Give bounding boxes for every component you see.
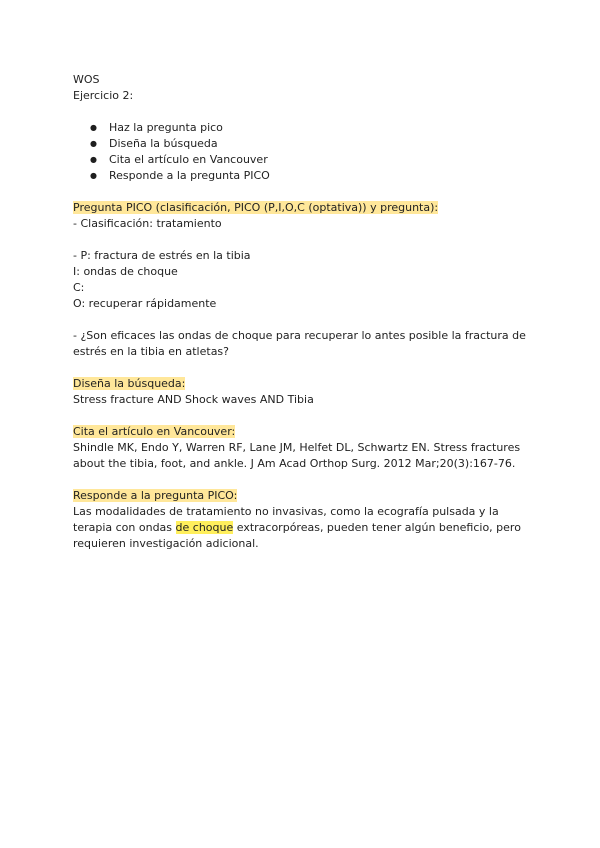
task-item-search: ● Diseña la búsqueda [73, 136, 533, 152]
task-item-pico: ● Haz la pregunta pico [73, 120, 533, 136]
spacer [73, 232, 533, 248]
pico-p: - P: fractura de estrés en la tibia [73, 249, 251, 262]
doc-title: WOS [73, 73, 100, 86]
answer-heading: Responde a la pregunta PICO: [73, 489, 238, 502]
spacer [73, 104, 533, 120]
spacer [73, 184, 533, 200]
document-body [73, 72, 533, 552]
citation-text: Shindle MK, Endo Y, Warren RF, Lane JM, Helfet DL, Schwartz EN. Stress fractures about the tibia, foot, and ankle. J Am Acad Orthop Surg. 2012 Mar;20(3):167-76. [73, 441, 524, 470]
spacer [73, 472, 533, 488]
answer-text-start: Las modalidades de tratamiento no invasivas, como la ecografía pulsada y la terapia con ondas [73, 505, 503, 534]
task-item-cite: ● Cita el artículo en Vancouver [73, 152, 533, 168]
pico-c: C: [73, 281, 85, 294]
answer-text [73, 504, 528, 552]
pico-heading: Pregunta PICO (clasificación, PICO (P,I,O,C (optativa)) y pregunta): [73, 201, 439, 214]
pico-i: I: ondas de choque [73, 265, 178, 278]
pico-o: O: recuperar rápidamente [73, 297, 217, 310]
spacer [73, 408, 533, 424]
spacer [73, 312, 533, 328]
search-query: Stress fracture AND Shock waves AND Tibia [73, 393, 314, 406]
pico-classification: - Clasificación: tratamiento [73, 217, 222, 230]
exercise-label: Ejercicio 2: [73, 89, 134, 102]
search-heading: Diseña la búsqueda: [73, 377, 186, 390]
task-item-answer: ● Responde a la pregunta PICO [73, 168, 533, 184]
pico-question: - ¿Son eficaces las ondas de choque para recuperar lo antes posible la fractura de estrés en la tibia en atletas? [73, 329, 530, 358]
answer-text-end: extracorpóreas, pueden tener algún beneficio, pero requieren investigación adicional. [73, 521, 525, 550]
spacer [73, 360, 533, 376]
task-list [73, 120, 533, 184]
citation-heading: Cita el artículo en Vancouver: [73, 425, 236, 438]
answer-highlight: de choque [175, 521, 234, 534]
